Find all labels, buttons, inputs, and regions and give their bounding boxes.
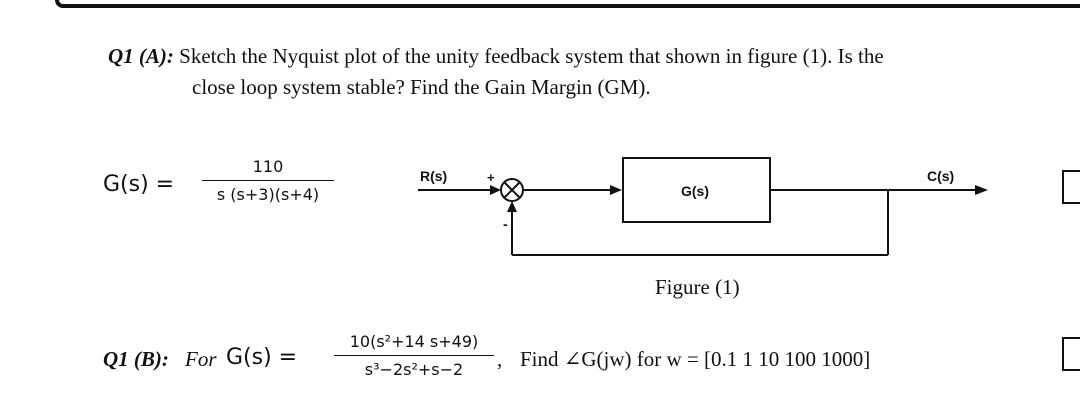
output-label: C(s) [927, 168, 955, 184]
gs-a-lhs: G(s) = [103, 172, 175, 197]
gs-b-denominator: s³−2s²+s−2 [364, 360, 464, 379]
q1a-label: Q1 (A): [108, 44, 174, 68]
gs-b-numerator: 10(s²+14 s+49) [349, 332, 479, 351]
minus-sign: - [503, 216, 508, 232]
answer-box-bottom [1062, 337, 1080, 371]
top-border [55, 0, 1080, 8]
input-label: R(s) [420, 168, 448, 184]
answer-box-top [1062, 170, 1080, 204]
figure-caption: Figure (1) [655, 275, 740, 299]
block-diagram [410, 148, 1010, 278]
gs-a-fraction [202, 157, 334, 204]
feedback-arrowhead [507, 201, 517, 212]
q1a-text-line1: Sketch the Nyquist plot of the unity feedback system that shown in figure (1). Is the [179, 44, 884, 68]
q1b-for-text: For [185, 347, 217, 371]
q1a-line1 [108, 44, 884, 69]
output-arrowhead [975, 185, 988, 195]
q1b-label: Q1 (B): [103, 347, 169, 371]
gs-a-numerator: 110 [252, 157, 284, 176]
q1b-find-text: Find ∠G(jw) for w = [0.1 1 10 100 1000] [520, 347, 871, 371]
gs-b-lhs: G(s) = [226, 345, 298, 370]
q1b-comma: , [497, 347, 503, 371]
gs-b-fraction [334, 332, 494, 379]
input-arrowhead [490, 185, 501, 195]
plus-sign: + [487, 170, 495, 185]
gs-b-fraction-bar [334, 355, 494, 356]
q1a-text-line2: close loop system stable? Find the Gain Margin (GM). [192, 75, 651, 99]
forward-arrowhead [610, 185, 622, 195]
gs-a-denominator: s (s+3)(s+4) [216, 185, 320, 204]
gs-a-fraction-bar [202, 180, 334, 181]
block-label: G(s) [681, 183, 709, 199]
